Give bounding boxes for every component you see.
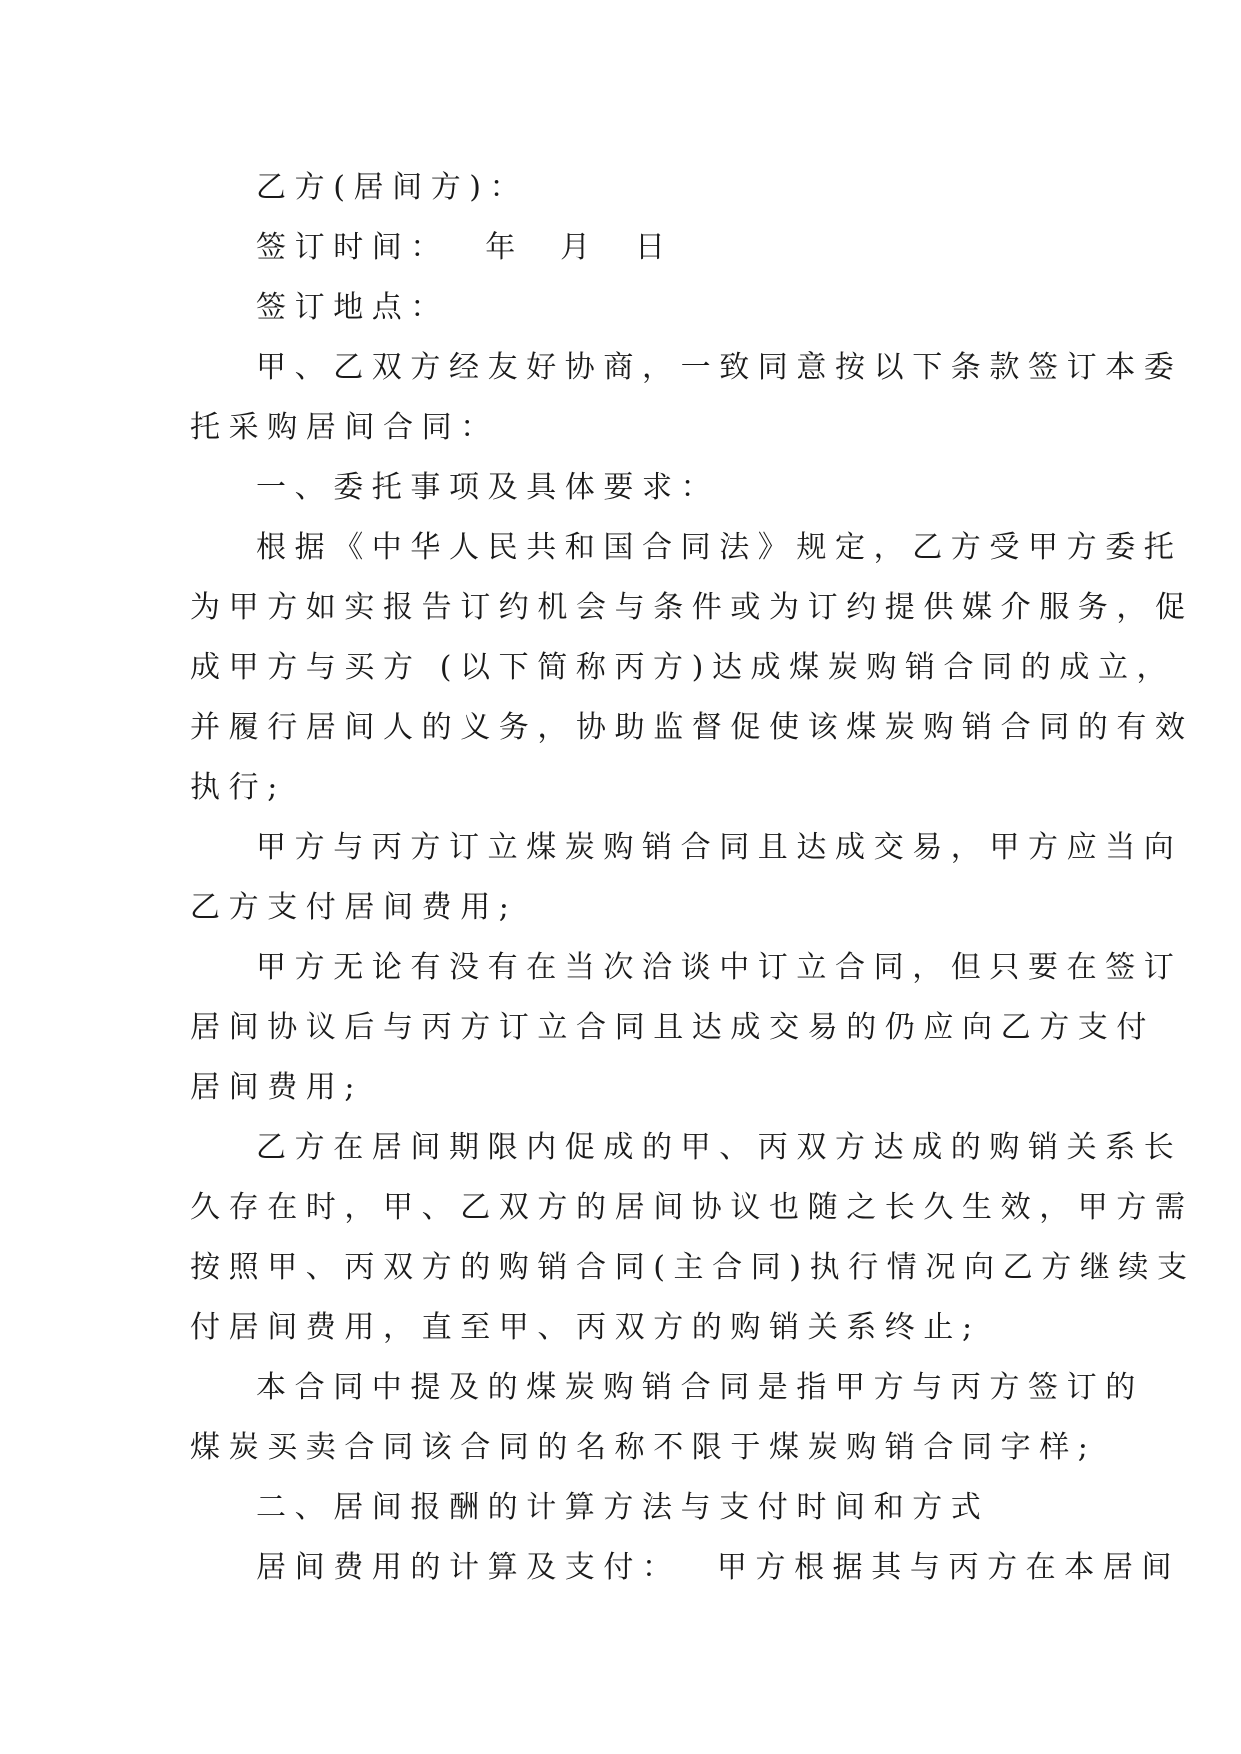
- paragraph-line: 为甲方如实报告订约机会与条件或为订约提供媒介服务，促: [190, 590, 1194, 625]
- paragraph-line: 甲方无论有没有在当次洽谈中订立合同，但只要在签订: [256, 950, 1183, 985]
- paragraph-line: 根据《中华人民共和国合同法》规定，乙方受甲方委托: [256, 530, 1183, 565]
- document-body: [190, 158, 1196, 1598]
- paragraph-line: 乙方支付居间费用;: [190, 890, 518, 925]
- section-heading: 一、委托事项及具体要求：: [256, 470, 720, 505]
- paragraph-line: 居间费用的计算及支付： 甲方根据其与丙方在本居间: [256, 1550, 1181, 1585]
- paragraph-line: 付居间费用，直至甲、丙双方的购销关系终止;: [190, 1310, 981, 1345]
- paragraph-line: 乙方在居间期限内促成的甲、丙双方达成的购销关系长: [256, 1130, 1183, 1165]
- paragraph-line: 甲、乙双方经友好协商，一致同意按以下条款签订本委: [256, 350, 1183, 385]
- section-heading: 二、居间报酬的计算方法与支付时间和方式: [256, 1490, 990, 1525]
- party-b-line: 乙方(居间方)：: [256, 170, 529, 205]
- paragraph-line: 并履行居间人的义务，协助监督促使该煤炭购销合同的有效: [190, 710, 1194, 745]
- paragraph-line: 按照甲、丙双方的购销合同(主合同)执行情况向乙方继续支: [190, 1250, 1196, 1285]
- signing-date-line: 签订时间： 年 月 日: [256, 230, 674, 265]
- signing-place-line: 签订地点：: [256, 290, 449, 325]
- paragraph-line: 煤炭买卖合同该合同的名称不限于煤炭购销合同字样;: [190, 1430, 1097, 1465]
- paragraph-line: 居间协议后与丙方订立合同且达成交易的仍应向乙方支付: [190, 1010, 1155, 1045]
- paragraph-line: 居间费用;: [190, 1070, 364, 1105]
- paragraph-line: 执行;: [190, 770, 286, 805]
- paragraph-line: 托采购居间合同：: [190, 410, 499, 445]
- paragraph-line: 甲方与丙方订立煤炭购销合同且达成交易，甲方应当向: [256, 830, 1183, 865]
- paragraph-line: 久存在时，甲、乙双方的居间协议也随之长久生效，甲方需: [190, 1190, 1194, 1225]
- paragraph-line: 本合同中提及的煤炭购销合同是指甲方与丙方签订的: [256, 1370, 1144, 1405]
- paragraph-line: 成甲方与买方 (以下简称丙方)达成煤炭购销合同的成立，: [190, 650, 1176, 685]
